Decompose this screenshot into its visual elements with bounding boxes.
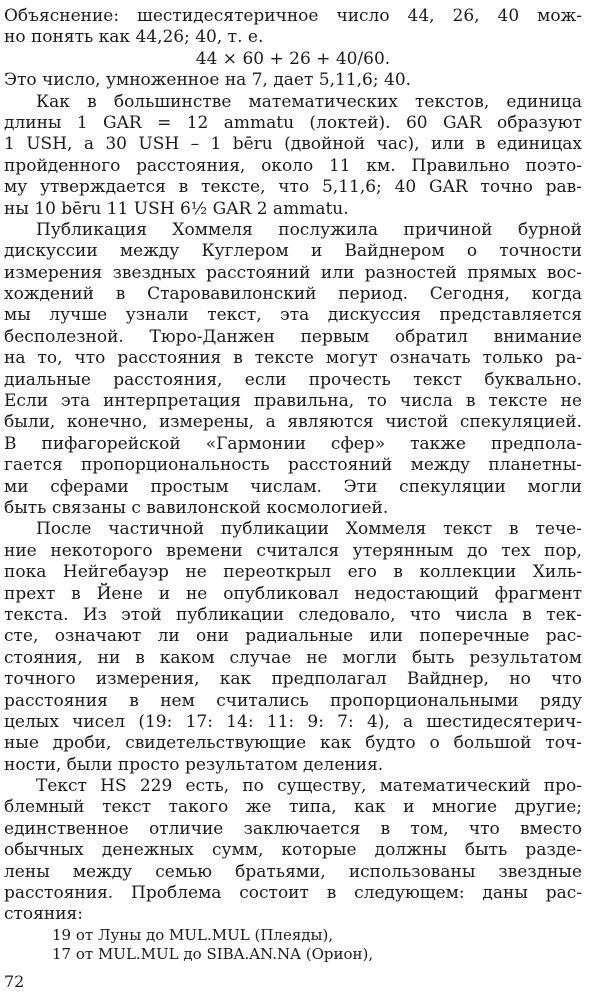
text-line: Если эта интерпретация правильна, то числа в тексте не bbox=[4, 391, 582, 412]
text-line: прехт в Йене и не опубликовал недостающий фрагмент bbox=[4, 583, 582, 604]
formula-line: 44 × 60 + 26 + 40/60. bbox=[195, 48, 391, 69]
page-number: 72 bbox=[4, 972, 25, 991]
text-line: измерения звездных расстояний или разностей прямых вос- bbox=[4, 262, 582, 283]
text-line: точного измерения, как предполагал Вайднер, но что bbox=[4, 669, 582, 690]
text-line: на то, что расстояния в тексте могут означать только ра- bbox=[4, 348, 582, 369]
text-line: Это число, умноженное на 7, дает 5,11,6; 40. bbox=[4, 70, 412, 91]
text-line: расстояния. Проблема состоит в следующем: даны рас- bbox=[4, 883, 582, 904]
list-item: 19 от Луны до MUL.MUL (Плеяды), bbox=[52, 925, 334, 944]
text-line: единственное отличие заключается в том, что вместо bbox=[4, 818, 582, 839]
text-line: целых чисел (19: 17: 14: 11: 9: 7: 4), а шестидесятерич- bbox=[4, 711, 582, 732]
text-line: ми сферами простым числам. Эти спекуляции могли bbox=[4, 476, 582, 497]
text-line: сте, означают ли они радиальные или поперечные рас- bbox=[4, 626, 582, 647]
text-line: гается пропорциональность расстояний между планетны- bbox=[4, 455, 582, 476]
text-line: расстояния в нем считались пропорциональными ряду bbox=[4, 690, 582, 711]
text-line: хождений в Старовавилонский период. Сегодня, когда bbox=[4, 284, 582, 305]
text-line: дискуссии между Куглером и Вайднером о точности bbox=[4, 241, 582, 262]
paragraph-first-line: Публикация Хоммеля послужила причиной бурной bbox=[36, 219, 582, 240]
paragraph-first-line: Текст HS 229 есть, по существу, математический про- bbox=[36, 776, 582, 797]
text-line: стояния, ни в каком случае не могли быть результатом bbox=[4, 647, 582, 668]
text-line: лены между семью братьями, использованы звездные bbox=[4, 861, 582, 882]
text-line: были, конечно, измерены, а являются чистой спекуляцией. bbox=[4, 412, 582, 433]
text-line: Объяснение: шестидесятеричное число 44, 26, 40 мож- bbox=[4, 6, 582, 26]
paragraph-first-line: После частичной публикации Хоммеля текст в тече- bbox=[36, 519, 582, 540]
text-line: ны 10 bēru 11 USH 6½ GAR 2 ammatu. bbox=[4, 198, 349, 219]
text-line: ние некоторого времени считался утерянным до тех пор, bbox=[4, 540, 582, 561]
text-line: текста. Из этой публикации следовало, что числа в тек- bbox=[4, 604, 582, 625]
text-line: му утверждается в тексте, что 5,11,6; 40 GAR точно рав- bbox=[4, 177, 582, 198]
list-item: 17 от MUL.MUL до SIBA.AN.NA (Орион), bbox=[52, 944, 374, 963]
text-line: длины 1 GAR = 12 ammatu (локтей). 60 GAR образуют bbox=[4, 112, 582, 133]
text-line: В пифагорейской «Гармонии сфер» также предпола- bbox=[4, 433, 582, 454]
text-line: бесполезной. Тюро-Данжен первым обратил внимание bbox=[4, 326, 582, 347]
text-line: 1 USH, а 30 USH – 1 bēru (двойной час), или в единицах bbox=[4, 134, 582, 155]
text-line: диальные расстояния, если прочесть текст буквально. bbox=[4, 369, 582, 390]
text-line: но понять как 44,26; 40, т. е. bbox=[4, 27, 264, 48]
text-line: блемный текст такого же типа, как и многие другие; bbox=[4, 797, 582, 818]
text-line: мы лучше узнали текст, эта дискуссия представляется bbox=[4, 305, 582, 326]
text-line: быть связаны с вавилонской космологией. bbox=[4, 497, 389, 518]
text-line: пройденного расстояния, около 11 км. Правильно поэто- bbox=[4, 155, 582, 176]
paragraph-first-line: Как в большинстве математических текстов, единица bbox=[36, 91, 582, 112]
text-line: ные дроби, свидетельствующие как будто о большой точ- bbox=[4, 733, 582, 754]
text-line: ности, были просто результатом деления. bbox=[4, 754, 384, 775]
text-line: обычных денежных сумм, которые должны быть разде- bbox=[4, 840, 582, 861]
text-line: стояния: bbox=[4, 904, 83, 925]
text-line: пока Нейгебауэр не переоткрыл его в коллекции Хиль- bbox=[4, 562, 582, 583]
